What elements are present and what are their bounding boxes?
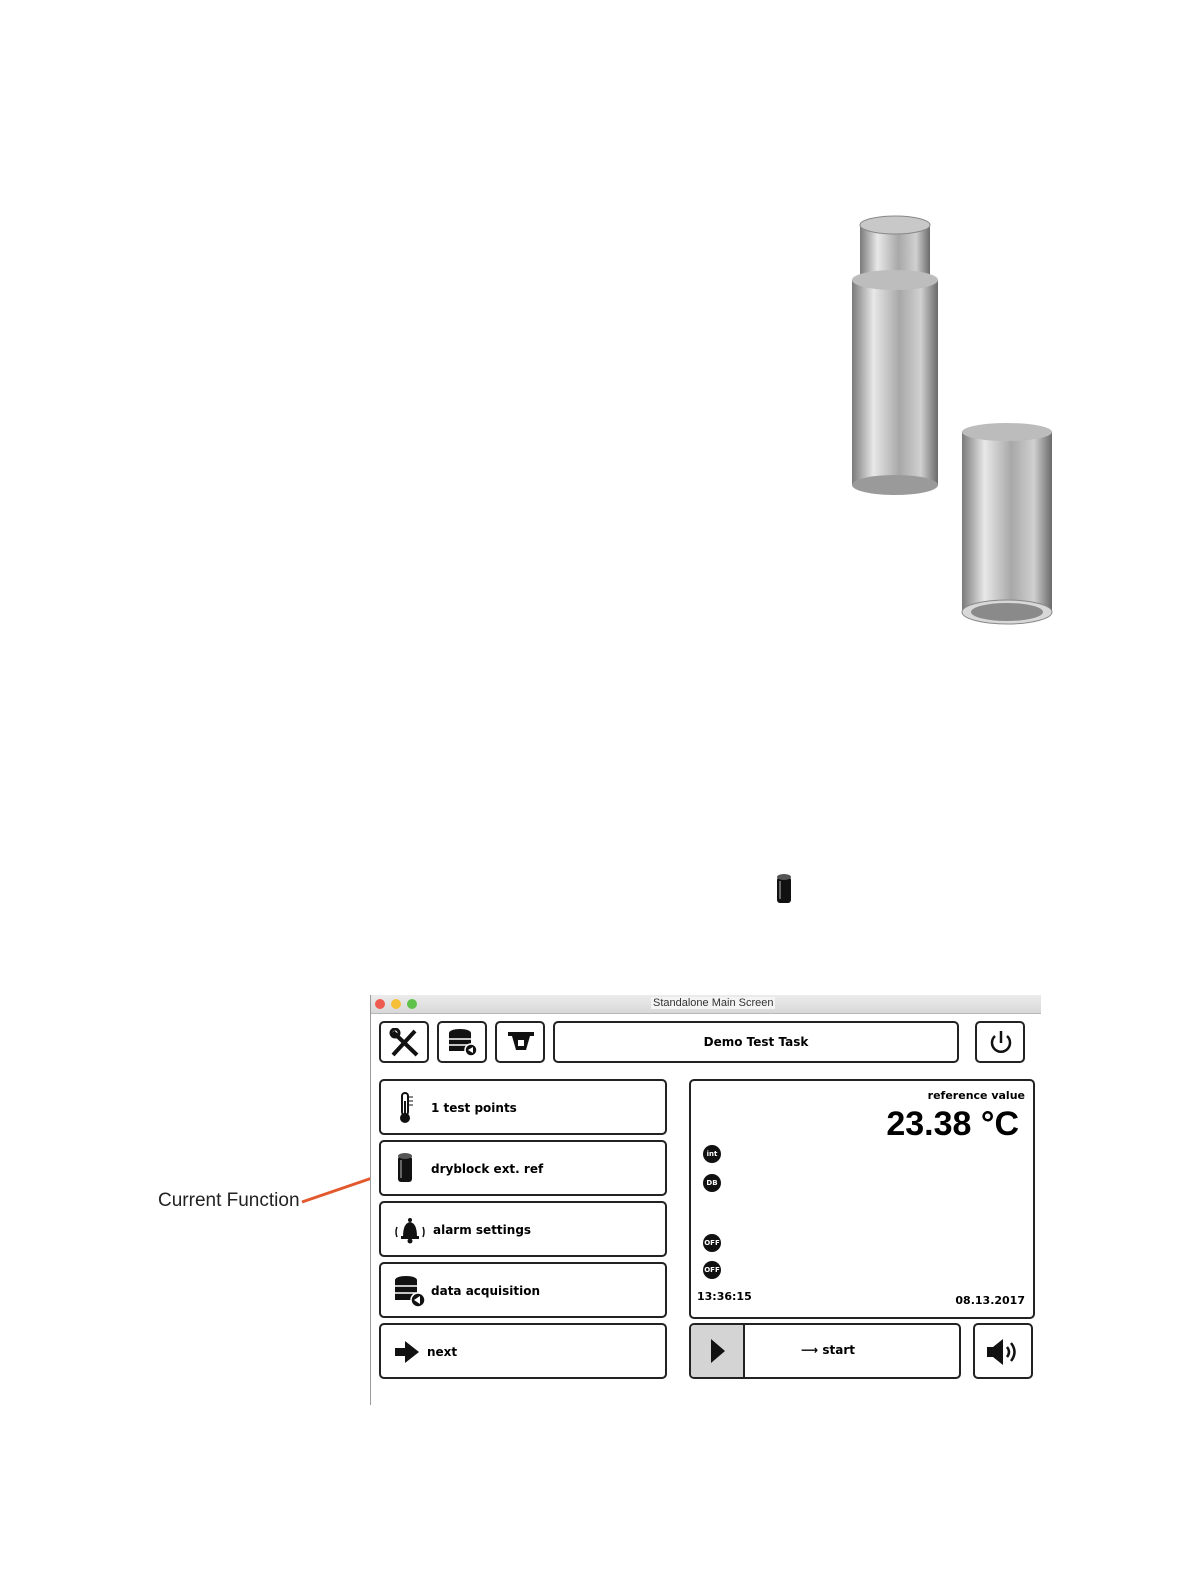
database-button[interactable] — [437, 1021, 487, 1063]
dryblock-insert-icon — [505, 1028, 537, 1058]
task-name-display[interactable] — [553, 1021, 959, 1063]
title-bar — [371, 995, 1041, 1014]
sound-button[interactable] — [973, 1323, 1033, 1379]
maximize-window-button[interactable] — [407, 999, 417, 1009]
power-button[interactable] — [975, 1021, 1025, 1063]
play-button[interactable] — [691, 1325, 745, 1377]
menu-test-points-label: 1 test points — [431, 1101, 517, 1115]
speaker-icon — [983, 1335, 1023, 1369]
reference-panel — [689, 1079, 1035, 1319]
power-icon — [985, 1028, 1017, 1058]
tools-icon — [389, 1028, 421, 1058]
db-badge: DB — [703, 1174, 721, 1192]
app-window — [370, 995, 1041, 1405]
database-icon — [393, 1274, 427, 1308]
start-label: ⟶ start — [801, 1343, 856, 1357]
start-control[interactable] — [689, 1323, 961, 1379]
arrow-right-icon — [393, 1335, 421, 1369]
menu-data-acquisition[interactable] — [379, 1262, 667, 1318]
reference-value: 23.38 °C — [886, 1105, 1019, 1143]
tools-button[interactable] — [379, 1021, 429, 1063]
menu-alarm-label: alarm settings — [433, 1223, 532, 1237]
database-icon — [447, 1028, 479, 1058]
dryblock-button[interactable] — [495, 1021, 545, 1063]
minimize-window-button[interactable] — [391, 999, 401, 1009]
close-window-button[interactable] — [375, 999, 385, 1009]
dryblock-insert-photo — [840, 210, 1080, 650]
menu-data-acquisition-label: data acquisition — [431, 1284, 541, 1298]
window-title: Standalone Main Screen — [653, 997, 774, 1009]
cylinder-icon — [393, 1152, 417, 1186]
internal-sensor-badge: int — [703, 1145, 721, 1163]
alarm-bell-icon — [393, 1213, 427, 1247]
next-button[interactable] — [379, 1323, 667, 1379]
reference-value-label: reference value — [927, 1089, 1025, 1102]
next-label: next — [427, 1345, 458, 1359]
menu-dryblock-ext-ref[interactable] — [379, 1140, 667, 1196]
menu-test-points[interactable] — [379, 1079, 667, 1135]
play-icon — [691, 1325, 743, 1377]
menu-alarm-settings[interactable] — [379, 1201, 667, 1257]
current-function-callout: Current Function — [158, 1190, 300, 1211]
clock-date: 08.13.2017 — [955, 1294, 1025, 1307]
cylinder-icon — [775, 873, 793, 907]
status-off-badge: OFF — [703, 1261, 721, 1279]
menu-dryblock-label: dryblock ext. ref — [431, 1162, 544, 1176]
task-name: Demo Test Task — [703, 1035, 809, 1049]
clock-time: 13:36:15 — [697, 1290, 752, 1303]
status-off-badge: OFF — [703, 1234, 721, 1252]
thermometer-icon — [393, 1091, 417, 1125]
